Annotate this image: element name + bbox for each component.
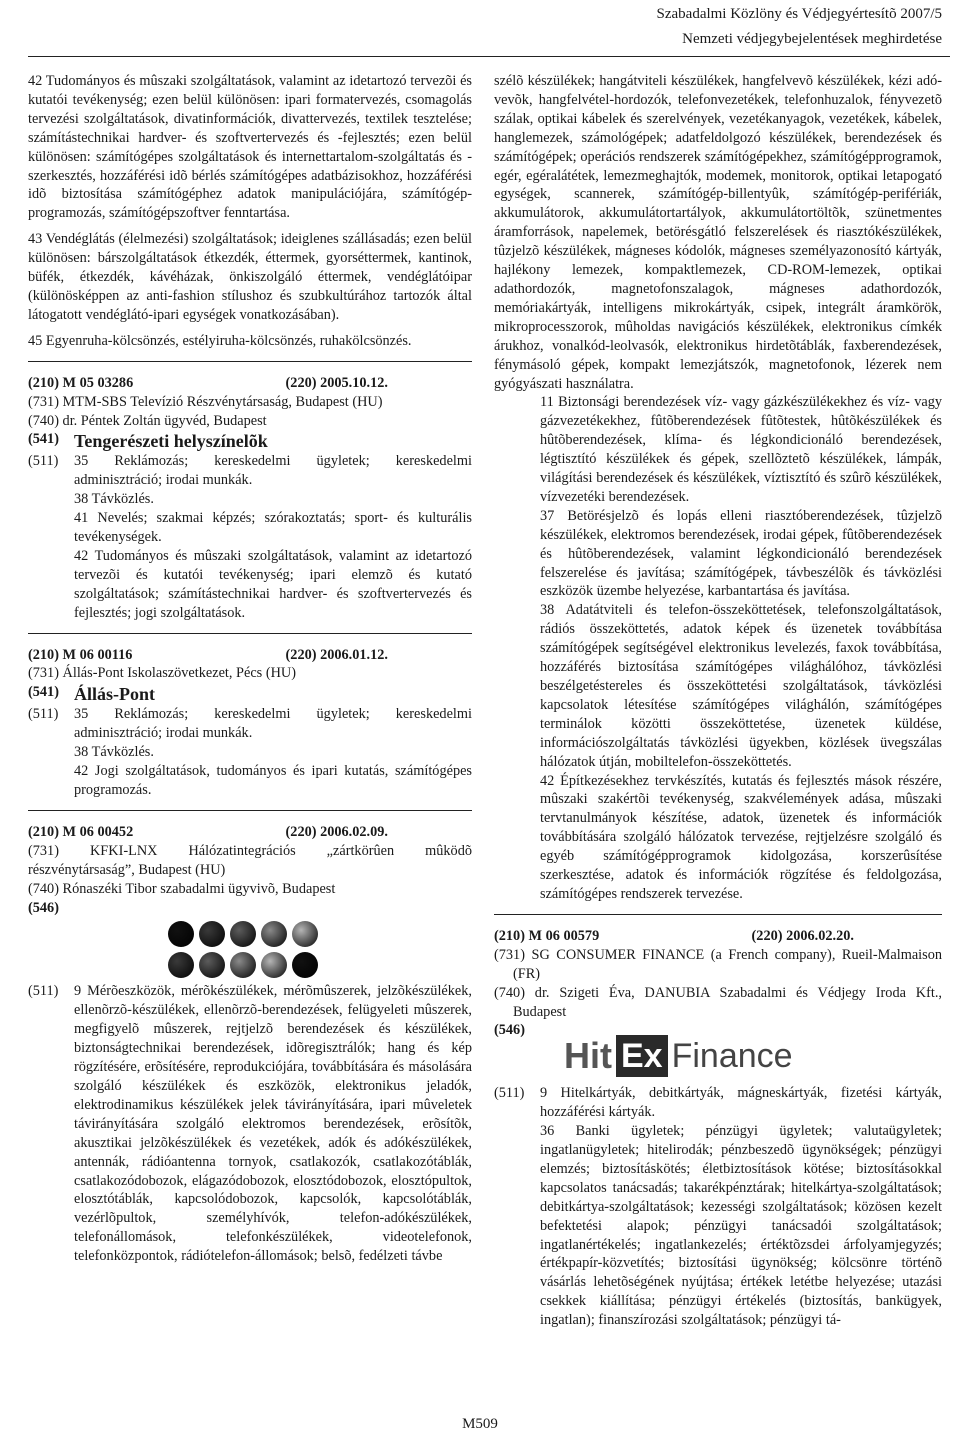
class-9: 9 Hitelkártyák, debitkártyák, mágneskártyák, fizetési kártyák, hozzáférési kártyák. (540, 1085, 942, 1121)
record-separator (28, 633, 472, 634)
record-m0503286 (28, 374, 472, 623)
page-header (657, 2, 943, 52)
class-9-part2: szélõ készülékek; hangátviteli készülékek, hangfelvevõ készülékek, kézi adó-vevõk, hangfelvétel-hordozók, telefonvezetékek, telefonhuzalok, fényvezetõ szálak, optikai kábelek és szerelvények, vezetékanyagok, vezetékek, kábelek, hanglemezek, számológépek; adatfeldolgozó készülékek, berendezések és számítógépek; operációs rendszerek számítógépekhez, számítógépprogramok, egér, egéralátétek, lemezmeghajtók, modemek, monitorok, optikai letapogató egységek, scannerek, számítógép-billentyûk, számítógép-perifériák, akkumulátorok, akkumulátortartályok, akkumulátortöltõk, szünetmentes áramforrások, napelemek, betörésgátló felszerelések és riasztókészülékek, tûzjelzõ készülékek, mágneses kódolók, mágneses személyazonosító kártyák, hajlékony lemezek, kompaktlemezek, CD-ROM-lemezek, optikai adathordozók, magnetofonszalagok, mágneses adathordozók, memóriakártyák, intelligens mikrokártyák, csipek, integrált áramkörök, mikroprocesszorok, mûholdas navigációs készülékek, elektronikus címkék árukhoz, vonalkód-leolvasók, elektronikus hirdetõtáblák, faxberendezések, fénymásoló gépek, kompakt lemezjátszók, magnetofonok, lézerek nem gyógyászati használatra. (494, 73, 942, 392)
field-220: (220) 2006.02.20. (751, 927, 854, 944)
record-separator (28, 810, 472, 811)
class-45-text: 45 Egyenruha-kölcsönzés, estélyiruha-kölcsönzés, ruhakölcsönzés. (28, 332, 412, 349)
logo-circle (168, 952, 194, 978)
record-m0600579 (494, 927, 942, 1330)
class-42-text: 42 Tudományos és mûszaki szolgáltatások, valamint az idetartozó tervezõi és kutatói tevékenység; ezen belül különösen: ipari formatervezés, csomagolás tervezési szolgáltatások, divatinformációk, divattervezés, textilek tesztelése; számítástechnikai hardver- és szoftvertervezés és -fejlesztés; ezen belül különösen: számítógépes szolgáltatások és internettartalom-szolgáltatás és -szerkesztés, hozzáférési idõ bérlés számítógépes adatbázisokhoz, hozzáférési idõ biztosítása számítógéphez adatok manipulációjára, számítógép-programozás, számítógépszoftver fenntartása. (28, 73, 472, 222)
trademark-word: Tengerészeti helyszínelõk (74, 431, 268, 452)
class-36: 36 Banki ügyletek; pénzügyi ügyletek; valutaügyletek; ingatlanügyletek; hitelirodák; pénzbeszedõ ügynökségek; pénzügyi elemzés; biztosításkötés; életbiztosítások kötése; biztosításokkal kapcsolatos tanácsadás; takarékpénztárak; hitelkártya-szolgáltatások; debitkártya-szolgáltatások; kezességi szolgáltatások; közösen kezelt befektetési alapok; pénzügyi tanácsadói szolgáltatások; ingatlanértékelés; ingatlankezelés; értéktõzsdei árfolyamjegyzés; értékpapír-közvetítés; biztosítási ügynökség; kölcsönre történõ vásárlás lehetõségének nyújtása; értékek letétbe helyezése; utazási csekkek kiállítása; pénzügyi értékelés (biztosítás, bankügyek, ingatlan); finanszírozási szolgáltatások; pénzügyi tá- (540, 1123, 942, 1329)
field-210: (210) M 06 00579 (494, 927, 600, 944)
field-220: (220) 2005.10.12. (285, 374, 388, 391)
field-740: (740) dr. Szigeti Éva, DANUBIA Szabadalmi és Védjegy Iroda Kft., Budapest (494, 984, 942, 1020)
logo-circle (230, 921, 256, 947)
field-541-row (28, 683, 472, 705)
record-header (28, 823, 388, 842)
field-740: (740) dr. Péntek Zoltán ügyvéd, Budapest (28, 412, 267, 429)
class-42: 42 Tudományos és mûszaki szolgáltatások, valamint az idetartozó tervezõi és kutatói tevékenység; ipari elemzõ és kutató szolgáltatások; számítástechnikai hardver- és szoftvertervezés és fejlesztés; jogi szolgáltatások. (74, 547, 472, 621)
section-title: Nemzeti védjegybejelentések meghirdetése (682, 31, 942, 47)
logo-circle (261, 921, 287, 947)
trademark-word: Állás-Pont (74, 684, 155, 705)
field-731: (731) MTM-SBS Televízió Részvénytársaság, Budapest (HU) (28, 393, 383, 410)
field-546-row (28, 899, 472, 918)
logo-circle (292, 952, 318, 978)
right-column (494, 72, 942, 1330)
class-35: 35 Reklámozás; kereskedelmi ügyletek; kereskedelmi adminisztráció; irodai munkák. (74, 706, 472, 742)
logo-circle (261, 952, 287, 978)
record-header (28, 646, 388, 665)
class-38: 38 Távközlés. (74, 491, 154, 508)
field-210: (210) M 06 00116 (28, 646, 133, 663)
field-731: (731) SG CONSUMER FINANCE (a French company), Rueil-Malmaison (FR) (494, 946, 942, 982)
logo-circle (199, 952, 225, 978)
field-511 (28, 982, 472, 1266)
class-37: 37 Betörésjelzõ és lopás elleni riasztóberendezések, tûzjelzõ készülékek, elektromos berendezések, irodai gépek, fûtõberendezések és hûtõberendezések, valamint légkondicionáló berendezések felszerelése és javítása; számítógépek, távbeszélõk és távközlési eszközök üzembe helyezése, karbantartása és javítása. (540, 507, 942, 600)
class-41: 41 Nevelés; szakmai képzés; szórakoztatás; sport- és kulturális tevékenységek. (74, 510, 472, 546)
field-511-label: (511) (28, 706, 59, 723)
field-541-label: (541) (28, 431, 59, 448)
field-210: (210) M 06 00452 (28, 823, 134, 840)
left-column (28, 72, 472, 1266)
field-541-row (28, 430, 472, 452)
field-511-label: (511) (494, 1085, 525, 1102)
field-220: (220) 2006.01.12. (285, 646, 388, 663)
record-separator (494, 914, 942, 915)
class-43-text: 43 Vendéglátás (élelmezési) szolgáltatások; ideiglenes szállásadás; ezen belül különösen: bárszolgáltatások étkezdék, éttermek, gyorséttermek, kantinok, büfék, étkezdék, kávéházak, önkiszolgáló éttermek, vendéglátóipar (különösképpen az anti-fashion stílushoz és szubkultúrához tartozók által látogatott vendéglátó-ipari egységek vonatkozásában). (28, 231, 472, 323)
class-11: 11 Biztonsági berendezések víz- vagy gázkészülékekhez és víz- vagy gázvezetékekhez, fûtõberendezések fûtõtestek, hûtõkészülékek és hûtõberendezések, klíma- és légkondicionáló berendezések, légtisztító készülékek és gépek, szellõztetõ készülékek, lámpák, világítási berendezések és készülékek, víztisztító és szûrõ készülékek, vízvezetéki berendezések. (540, 394, 942, 505)
class-42: 42 Jogi szolgáltatások, tudományos és ipari kutatás, számítógépes programozás. (74, 763, 472, 798)
logo-ex: Ex (616, 1035, 668, 1077)
field-511 (494, 1084, 942, 1330)
field-511-label: (511) (28, 453, 59, 470)
class-42: 42 Építkezésekhez tervkészítés, kutatás és fejlesztés mások részére, mûszaki szakértõi tevékenység, szakvélemények adása, mûszaki tervtanulmányok készítése, adatok, üzenetek és információk továbbítására szolgáló hálózatok tervezése, rejtjelzésre szolgáló és egyéb számítógépprogramok kidolgozása, korszerûsítése szerkesztése, adatok és információk rögzítése és feldolgozása, számítógépes rendszerek tervezése. (540, 772, 942, 902)
field-731: (731) Állás-Pont Iskolaszövetkezet, Pécs (HU) (28, 665, 296, 682)
record-header (28, 374, 388, 393)
journal-title: Szabadalmi Közlöny és Védjegyértesítõ 2007/5 (656, 6, 942, 22)
field-511 (28, 452, 472, 622)
field-541-label: (541) (28, 684, 59, 701)
field-546-label: (546) (494, 1022, 525, 1039)
record-m0600452 (28, 823, 472, 1266)
field-546-label: (546) (28, 899, 59, 916)
field-210: (210) M 05 03286 (28, 374, 134, 391)
page-number: M509 (462, 1416, 498, 1432)
class-38: 38 Távközlés. (74, 744, 154, 761)
field-511-continued (494, 72, 942, 904)
class-38: 38 Adatátviteli és telefon-összeköttetések, telefonszolgáltatások, rádiós összeköttetés, adatok képek és üzenetek továbbítása számítógépek segítségével elektronikus levelezés, faxok továbbítása, hozzáférés biztosítása számítógépes világhálóhoz, távközlési beszélgetéstereles és összeköttetési szolgáltatások, távközlési kapcsolatok létesítése számítógépes világhálón, számítógépes terminálok közötti összeköttetése, üzenetek küldése, információszolgáltatás távközlési ügyekben, közlések üvegszálas hálózatok útján, mobiltelefon-összeköttetés. (540, 602, 942, 770)
logo-circle (199, 921, 225, 947)
field-511-label: (511) (28, 983, 59, 1000)
field-731: (731) KFKI-LNX Hálózatintegrációs „zártkörûen mûködõ részvénytársaság”, Budapest (HU) (28, 842, 472, 878)
class-35: 35 Reklámozás; kereskedelmi ügyletek; kereskedelmi adminisztráció; irodai munkák. (74, 453, 472, 489)
header-rule (28, 56, 950, 57)
logo-circle (230, 952, 256, 978)
field-220: (220) 2006.02.09. (285, 823, 388, 840)
class-9-part1: 9 Mérõeszközök, mérõkészülékek, mérõmûszerek, jelzõkészülékek, ellenõrzõ-készülékek, ellenõrzõ-berendezések, felügyeleti mûszerek, megfigyelõ mûszerek, rejtjelzõ berendezések és készülékek, biztonságtechnikai berendezések, idõregisztrálók; hang és kép rögzítésére, erõsítésére, reprodukciójára, továbbítására és másolására szolgáló készülékek és eszközök, elektronikus jeladók, elektrodinamikus készülékek jelek távirányítására, ipari mûveletek távirányítására szolgáló elektromos berendezések, erõsítõk, akusztikai jelzõkészülékek és vezetékek, adók és adókészülékek, antennák, rádióantenna tornyok, csatlakozók, csatlakozótáblák, csatlakozódobozok, elágazódobozok, elosztódobozok, elosztópultok, elosztótáblák, kapcsolódobozok, kapcsolók, kapcsolótáblák, vezérlõpultok, személyhívók, telefon-adókészülékek, telefonállomások, telefonkészülékek, videotelefonok, telefonközpontok, rádiótelefon-állomások; belsõ, fedélzeti távbe (74, 983, 472, 1265)
record-header (494, 927, 854, 946)
record-m0600116 (28, 646, 472, 800)
logo-finance: Finance (671, 1036, 793, 1075)
field-740: (740) Rónaszéki Tibor szabadalmi ügyvivõ, Budapest (28, 880, 336, 897)
figurative-mark-circles (168, 921, 318, 978)
hitex-finance-logo (564, 1034, 942, 1078)
field-511 (28, 705, 472, 800)
logo-hit: Hit (564, 1034, 612, 1076)
logo-circle (168, 921, 194, 947)
logo-circle (292, 921, 318, 947)
record-separator (28, 361, 472, 362)
